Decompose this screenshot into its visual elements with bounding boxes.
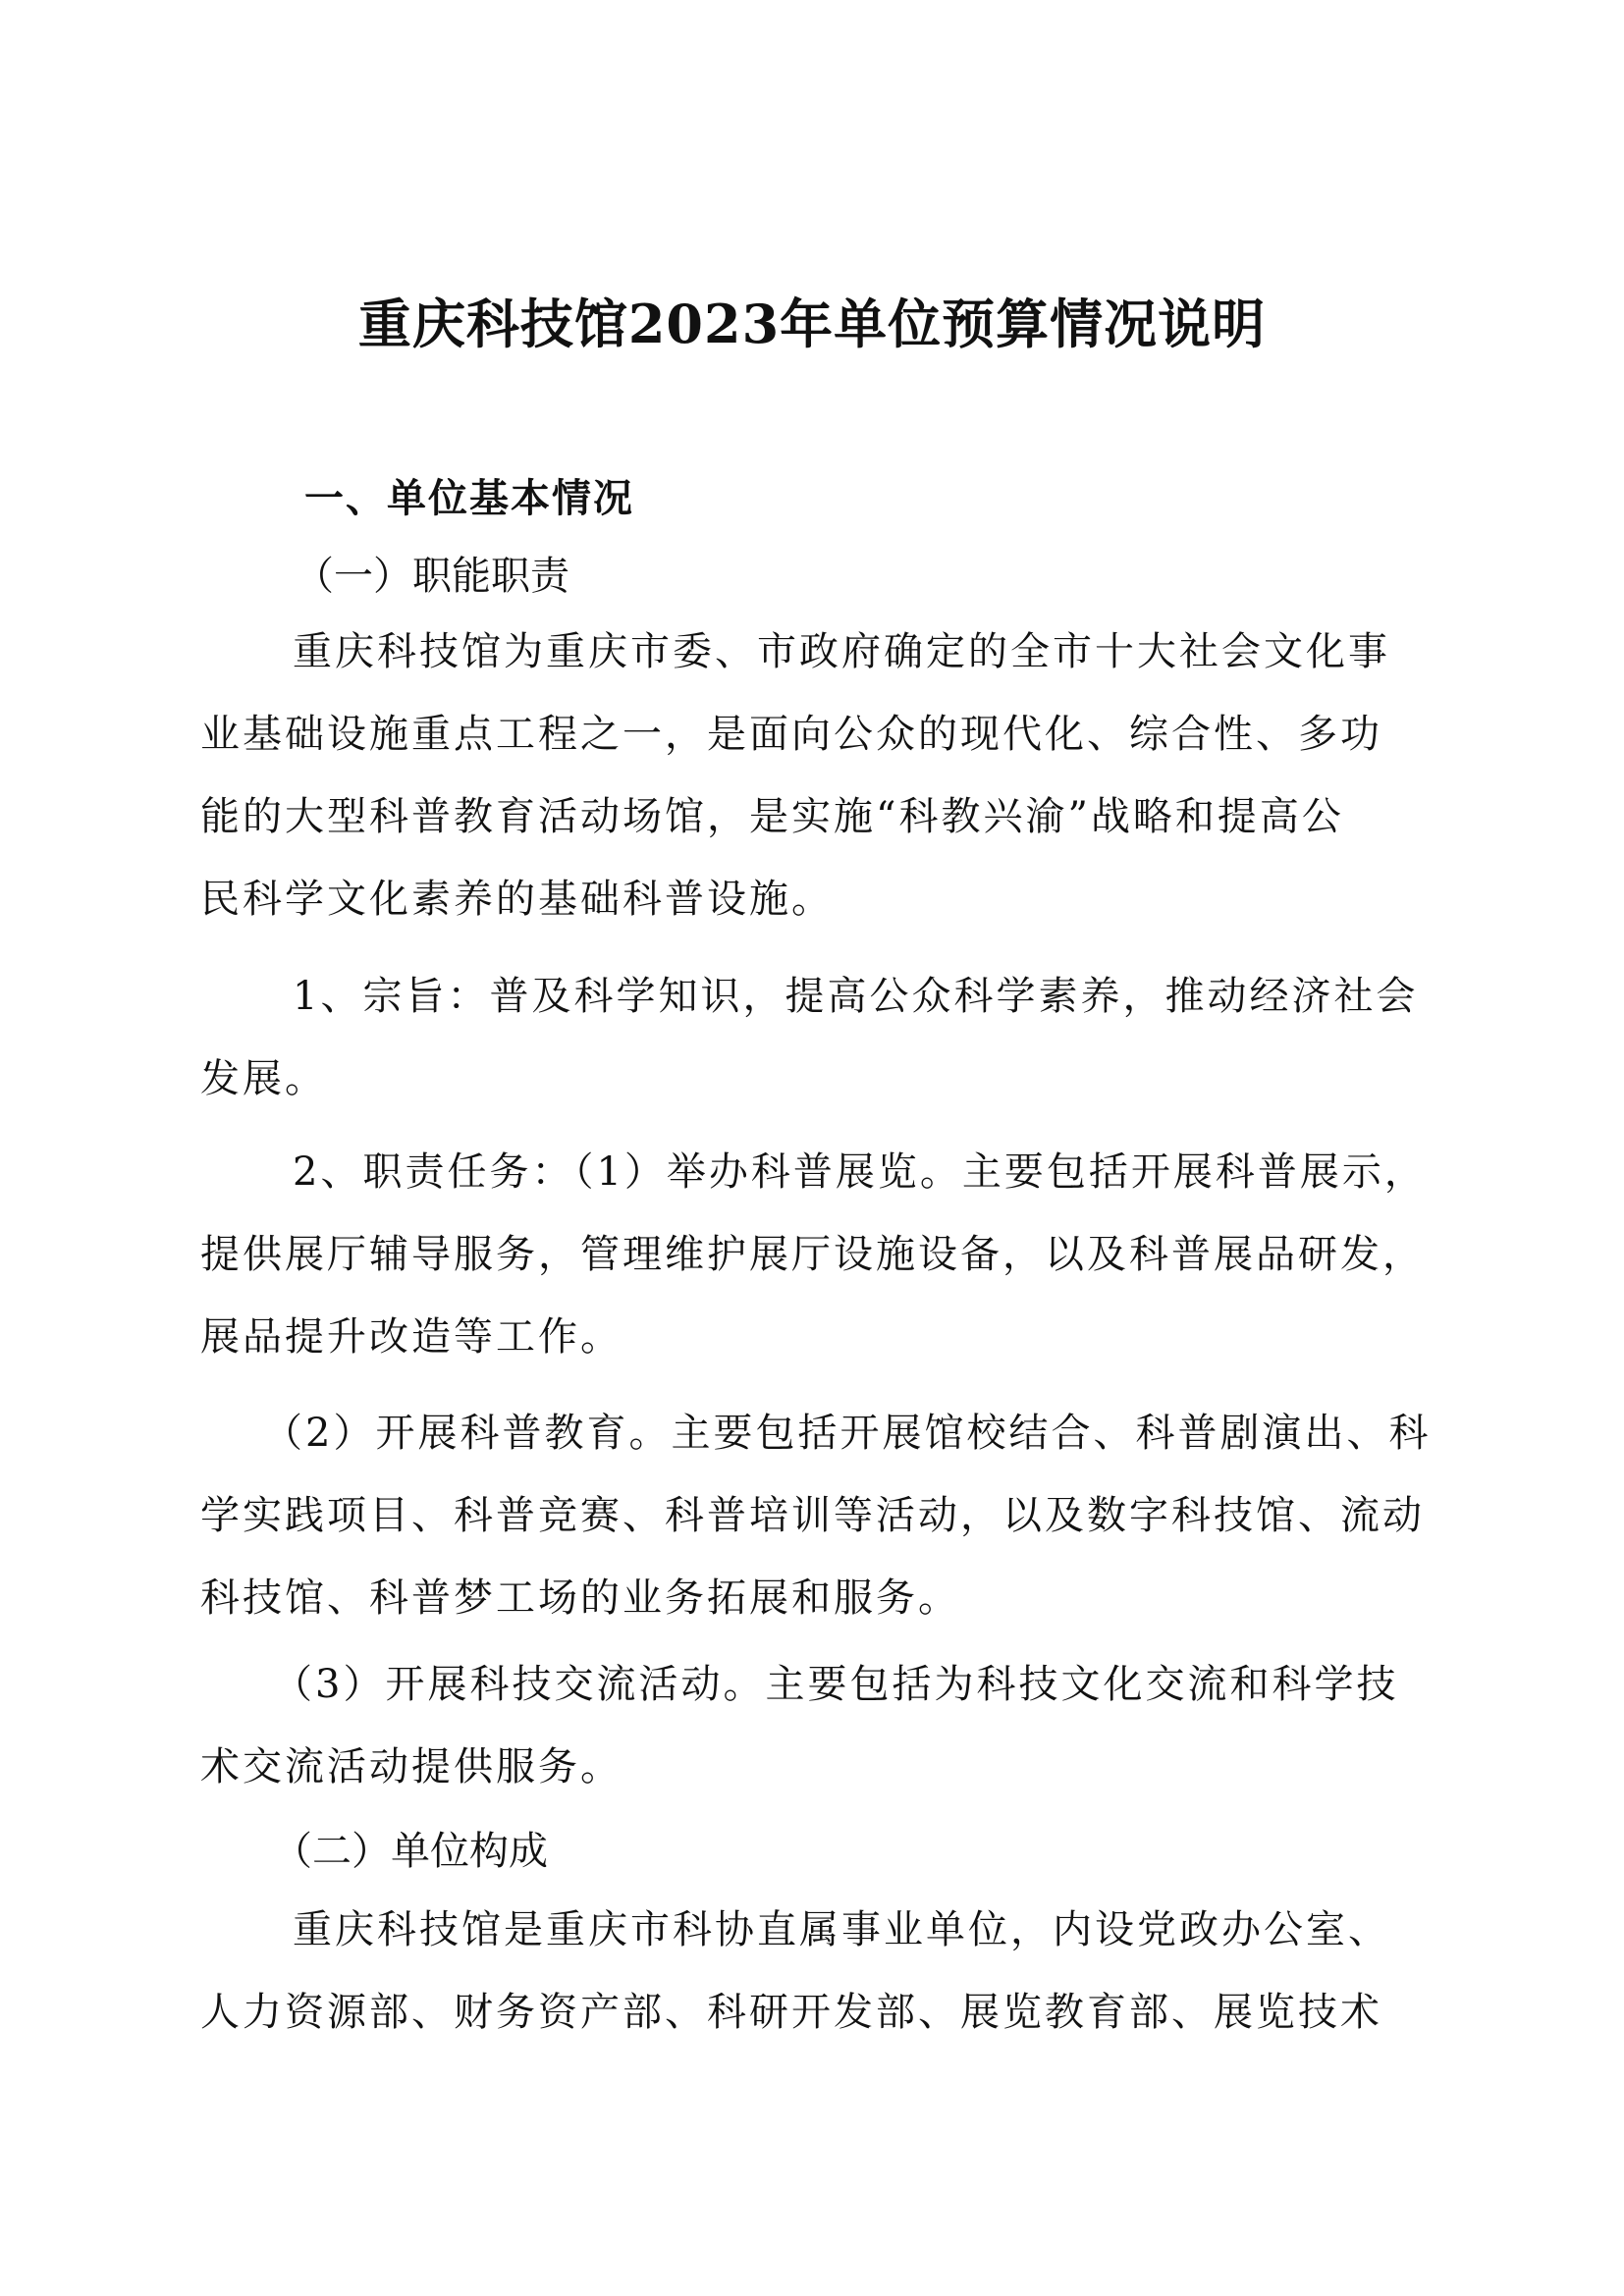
paragraph-line: 民科学文化素养的基础科普设施。	[200, 877, 834, 922]
paragraph-line: 2、职责任务：（1）举办科普展览。主要包括开展科普展示，	[293, 1149, 1427, 1195]
section-heading-basic-info: 一、单位基本情况	[304, 475, 634, 521]
paragraph-line: 学实践项目、科普竞赛、科普培训等活动，以及数字科技馆、流动	[200, 1493, 1425, 1538]
paragraph-line: （3）开展科技交流活动。主要包括为科技文化交流和科学技	[273, 1662, 1399, 1707]
paragraph-line: 展品提升改造等工作。	[200, 1314, 623, 1360]
paragraph-line: 业基础设施重点工程之一，是面向公众的现代化、综合性、多功	[200, 712, 1382, 757]
document-title: 重庆科技馆2023年单位预算情况说明	[357, 293, 1267, 355]
paragraph-line: 能的大型科普教育活动场馆，是实施“科教兴渝”战略和提高公	[200, 794, 1344, 839]
paragraph-line: 重庆科技馆为重庆市委、市政府确定的全市十大社会文化事	[293, 629, 1390, 674]
paragraph-line: 重庆科技馆是重庆市科协直属事业单位，内设党政办公室、	[293, 1907, 1390, 1952]
subsection-heading-duties: （一）职能职责	[295, 554, 569, 599]
paragraph-line: 人力资源部、财务资产部、科研开发部、展览教育部、展览技术	[200, 1990, 1382, 2035]
paragraph-line: 发展。	[200, 1056, 327, 1101]
paragraph-line: （2）开展科普教育。主要包括开展馆校结合、科普剧演出、科	[263, 1411, 1432, 1456]
paragraph-line: 1、宗旨：普及科学知识，提高公众科学素养，推动经济社会	[293, 974, 1419, 1019]
paragraph-line: 术交流活动提供服务。	[200, 1744, 623, 1789]
paragraph-line: 提供展厅辅导服务，管理维护展厅设施设备，以及科普展品研发，	[200, 1232, 1425, 1277]
paragraph-line: 科技馆、科普梦工场的业务拓展和服务。	[200, 1575, 960, 1621]
subsection-heading-composition: （二）单位构成	[273, 1829, 548, 1874]
